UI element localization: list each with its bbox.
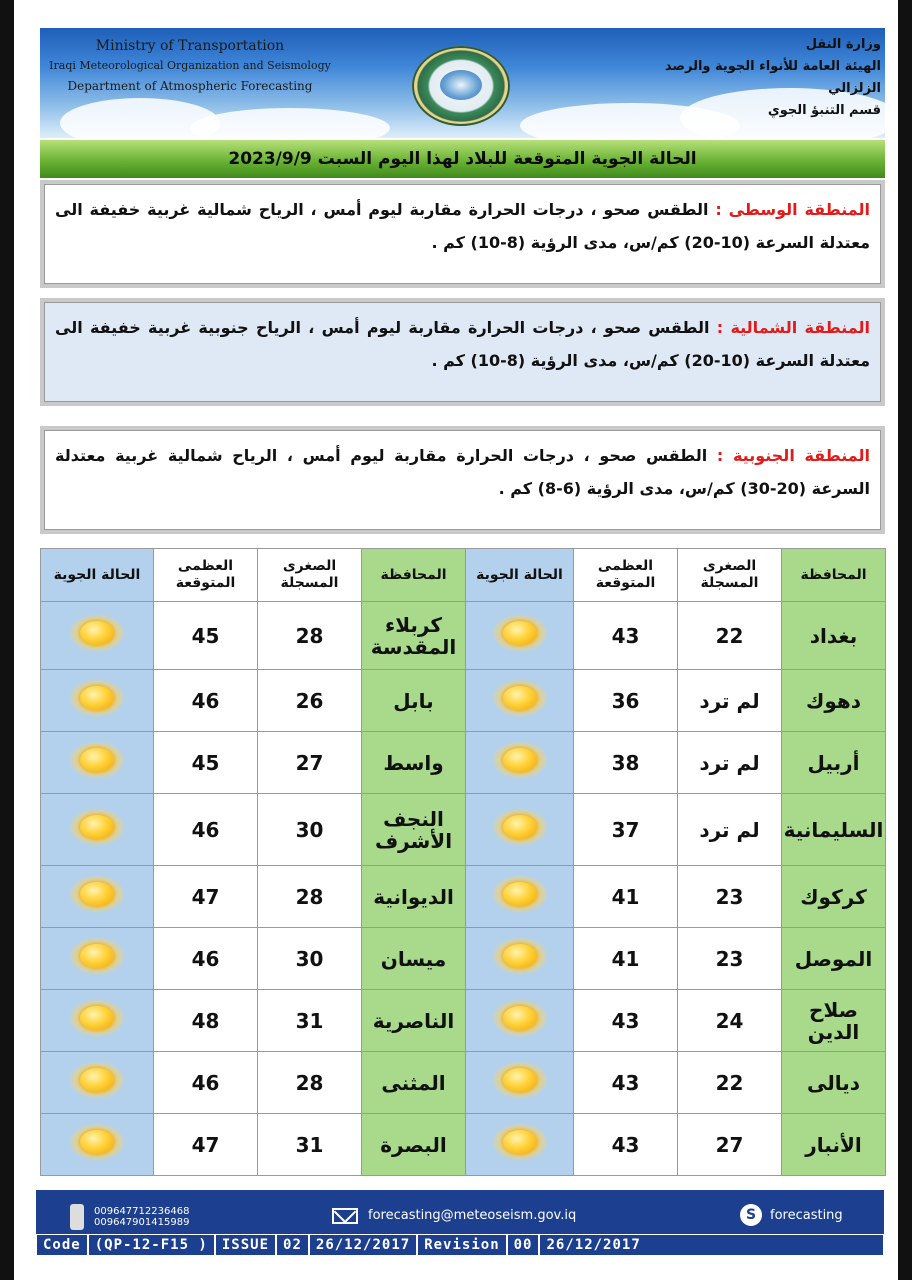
region-central (40, 180, 885, 288)
header-condition: الحالة الجوية (466, 549, 574, 602)
org-ar: الهيئة العامة للأنواء الجوية والرصد الزلزالي (664, 59, 881, 96)
max-temp: 43 (574, 602, 678, 670)
sun-icon (492, 808, 548, 846)
forecast-table (40, 548, 886, 1176)
phone-1: 009647712236468 (94, 1206, 190, 1217)
sun-icon (69, 808, 125, 846)
sun-icon (69, 1061, 125, 1099)
region-central-desc: الطقس صحو ، درجات الحرارة مقاربة ليوم أمس ، الرياح شمالية غربية خفيفة الى معتدلة السرعة (10-20) كم/س، مدى الرؤية (8-10) كم . (55, 200, 870, 252)
weather-condition (41, 1052, 154, 1114)
sun-icon (492, 875, 548, 913)
min-temp: 23 (678, 866, 782, 928)
min-temp: 23 (678, 928, 782, 990)
skype-icon: S (740, 1204, 762, 1226)
province-name: النجف الأشرف (362, 794, 466, 866)
weather-condition (41, 602, 154, 670)
min-temp: 31 (258, 990, 362, 1052)
min-temp: 28 (258, 602, 362, 670)
org-en: Iraqi Meteorological Organization and Seismology (49, 59, 331, 72)
table-row (41, 1052, 886, 1114)
min-temp: 30 (258, 928, 362, 990)
region-central-text (44, 184, 881, 284)
max-temp: 37 (574, 794, 678, 866)
province-name: السليمانية (782, 794, 886, 866)
min-temp: لم ترد (678, 732, 782, 794)
sun-icon (492, 1123, 548, 1161)
phone-2: 009647901415989 (94, 1217, 190, 1228)
min-temp: لم ترد (678, 670, 782, 732)
province-name: بابل (362, 670, 466, 732)
province-name: بغداد (782, 602, 886, 670)
department-ar: قسم التنبؤ الجوي (767, 103, 881, 118)
max-temp: 41 (574, 866, 678, 928)
weather-condition (466, 1052, 574, 1114)
province-name: كربلاء المقدسة (362, 602, 466, 670)
skype-handle[interactable]: forecasting (770, 1208, 843, 1223)
sun-icon (69, 614, 125, 652)
table-row (41, 670, 886, 732)
max-temp: 45 (154, 602, 258, 670)
min-temp: 22 (678, 1052, 782, 1114)
province-name: صلاح الدين (782, 990, 886, 1052)
province-name: الموصل (782, 928, 886, 990)
max-temp: 43 (574, 1114, 678, 1176)
region-south (40, 426, 885, 534)
region-south-text (44, 430, 881, 530)
min-temp: 24 (678, 990, 782, 1052)
sun-icon (69, 937, 125, 975)
weather-condition (466, 866, 574, 928)
min-temp: 26 (258, 670, 362, 732)
max-temp: 45 (154, 732, 258, 794)
sun-icon (492, 679, 548, 717)
region-south-name: المنطقة الجنوبية : (716, 446, 871, 465)
province-name: أربيل (782, 732, 886, 794)
weather-condition (466, 1114, 574, 1176)
table-row (41, 1114, 886, 1176)
province-name: واسط (362, 732, 466, 794)
sun-icon (492, 1061, 548, 1099)
table-header-row (41, 549, 886, 602)
issue-label: ISSUE (216, 1235, 277, 1255)
min-temp: 31 (258, 1114, 362, 1176)
sun-icon (69, 741, 125, 779)
province-name: الناصرية (362, 990, 466, 1052)
weather-condition (41, 794, 154, 866)
weather-condition (41, 990, 154, 1052)
max-temp: 46 (154, 670, 258, 732)
weather-condition (466, 990, 574, 1052)
organization-logo (412, 46, 510, 126)
weather-condition (41, 928, 154, 990)
weather-condition (466, 794, 574, 866)
max-temp: 46 (154, 1052, 258, 1114)
weather-condition (466, 602, 574, 670)
phone-numbers (94, 1206, 189, 1228)
weather-condition (41, 1114, 154, 1176)
province-name: الديوانية (362, 866, 466, 928)
header-province: المحافظة (362, 549, 466, 602)
title-bar (40, 140, 885, 178)
max-temp: 43 (574, 1052, 678, 1114)
sun-icon (492, 999, 548, 1037)
sun-icon (69, 999, 125, 1037)
sun-icon (69, 679, 125, 717)
logo-globe-icon (440, 70, 482, 100)
table-row (41, 990, 886, 1052)
region-north-text (44, 302, 881, 402)
sun-icon (69, 875, 125, 913)
header-max: العظمى المتوقعة (574, 549, 678, 602)
min-temp: 22 (678, 602, 782, 670)
header-min: الصغرى المسجلة (258, 549, 362, 602)
weather-condition (466, 732, 574, 794)
min-temp: 27 (258, 732, 362, 794)
max-temp: 46 (154, 928, 258, 990)
ministry-ar: وزارة النقل (805, 37, 881, 52)
ministry-en: Ministry of Transportation (95, 38, 285, 54)
region-north (40, 298, 885, 406)
header-province: المحافظة (782, 549, 886, 602)
province-name: ميسان (362, 928, 466, 990)
header-max: العظمى المتوقعة (154, 549, 258, 602)
weather-condition (41, 670, 154, 732)
max-temp: 38 (574, 732, 678, 794)
max-temp: 47 (154, 866, 258, 928)
header-banner (40, 28, 885, 138)
max-temp: 46 (154, 794, 258, 866)
issue-date: 26/12/2017 (310, 1235, 418, 1255)
table-row (41, 602, 886, 670)
header-condition: الحالة الجوية (41, 549, 154, 602)
code-value: (QP-12-F15 ) (89, 1235, 216, 1255)
phone-icon (70, 1204, 84, 1230)
min-temp: 28 (258, 1052, 362, 1114)
table-row (41, 928, 886, 990)
email-address[interactable]: forecasting@meteoseism.gov.iq (368, 1208, 577, 1223)
issue-number: 02 (277, 1235, 310, 1255)
max-temp: 48 (154, 990, 258, 1052)
province-name: الأنبار (782, 1114, 886, 1176)
weather-condition (466, 670, 574, 732)
sun-icon (492, 741, 548, 779)
min-temp: 30 (258, 794, 362, 866)
weather-condition (41, 732, 154, 794)
region-north-name: المنطقة الشمالية : (716, 318, 871, 337)
header-arabic (621, 34, 881, 122)
max-temp: 43 (574, 990, 678, 1052)
province-name: البصرة (362, 1114, 466, 1176)
department-en: Department of Atmospheric Forecasting (67, 79, 313, 93)
region-central-name: المنطقة الوسطى : (715, 200, 870, 219)
sun-icon (492, 937, 548, 975)
min-temp: 28 (258, 866, 362, 928)
mail-icon (332, 1208, 358, 1224)
sun-icon (492, 614, 548, 652)
weather-condition (466, 928, 574, 990)
weather-condition (41, 866, 154, 928)
table-row (41, 866, 886, 928)
region-north-desc: الطقس صحو ، درجات الحرارة مقاربة ليوم أمس ، الرياح جنوبية غربية خفيفة الى معتدلة السرعة (10-20) كم/س، مدى الرؤية (8-10) كم . (55, 318, 870, 370)
min-temp: 27 (678, 1114, 782, 1176)
province-name: المثنى (362, 1052, 466, 1114)
sun-icon (69, 1123, 125, 1161)
province-name: كركوك (782, 866, 886, 928)
document-code-row (36, 1234, 884, 1256)
revision-number: 00 (508, 1235, 541, 1255)
table-row (41, 794, 886, 866)
revision-label: Revision (418, 1235, 507, 1255)
max-temp: 47 (154, 1114, 258, 1176)
page-title: الحالة الجوية المتوقعة للبلاد لهذا اليوم السبت 2023/9/9 (228, 149, 697, 169)
min-temp: لم ترد (678, 794, 782, 866)
max-temp: 41 (574, 928, 678, 990)
header-english (40, 36, 340, 96)
region-south-desc: الطقس صحو ، درجات الحرارة مقاربة ليوم أمس ، الرياح شمالية غربية معتدلة السرعة (20-30) كم/س، مدى الرؤية (6-8) كم . (55, 446, 870, 498)
code-label: Code (37, 1235, 89, 1255)
revision-date: 26/12/2017 (546, 1237, 641, 1253)
province-name: دهوك (782, 670, 886, 732)
province-name: ديالى (782, 1052, 886, 1114)
max-temp: 36 (574, 670, 678, 732)
table-row (41, 732, 886, 794)
header-min: الصغرى المسجلة (678, 549, 782, 602)
